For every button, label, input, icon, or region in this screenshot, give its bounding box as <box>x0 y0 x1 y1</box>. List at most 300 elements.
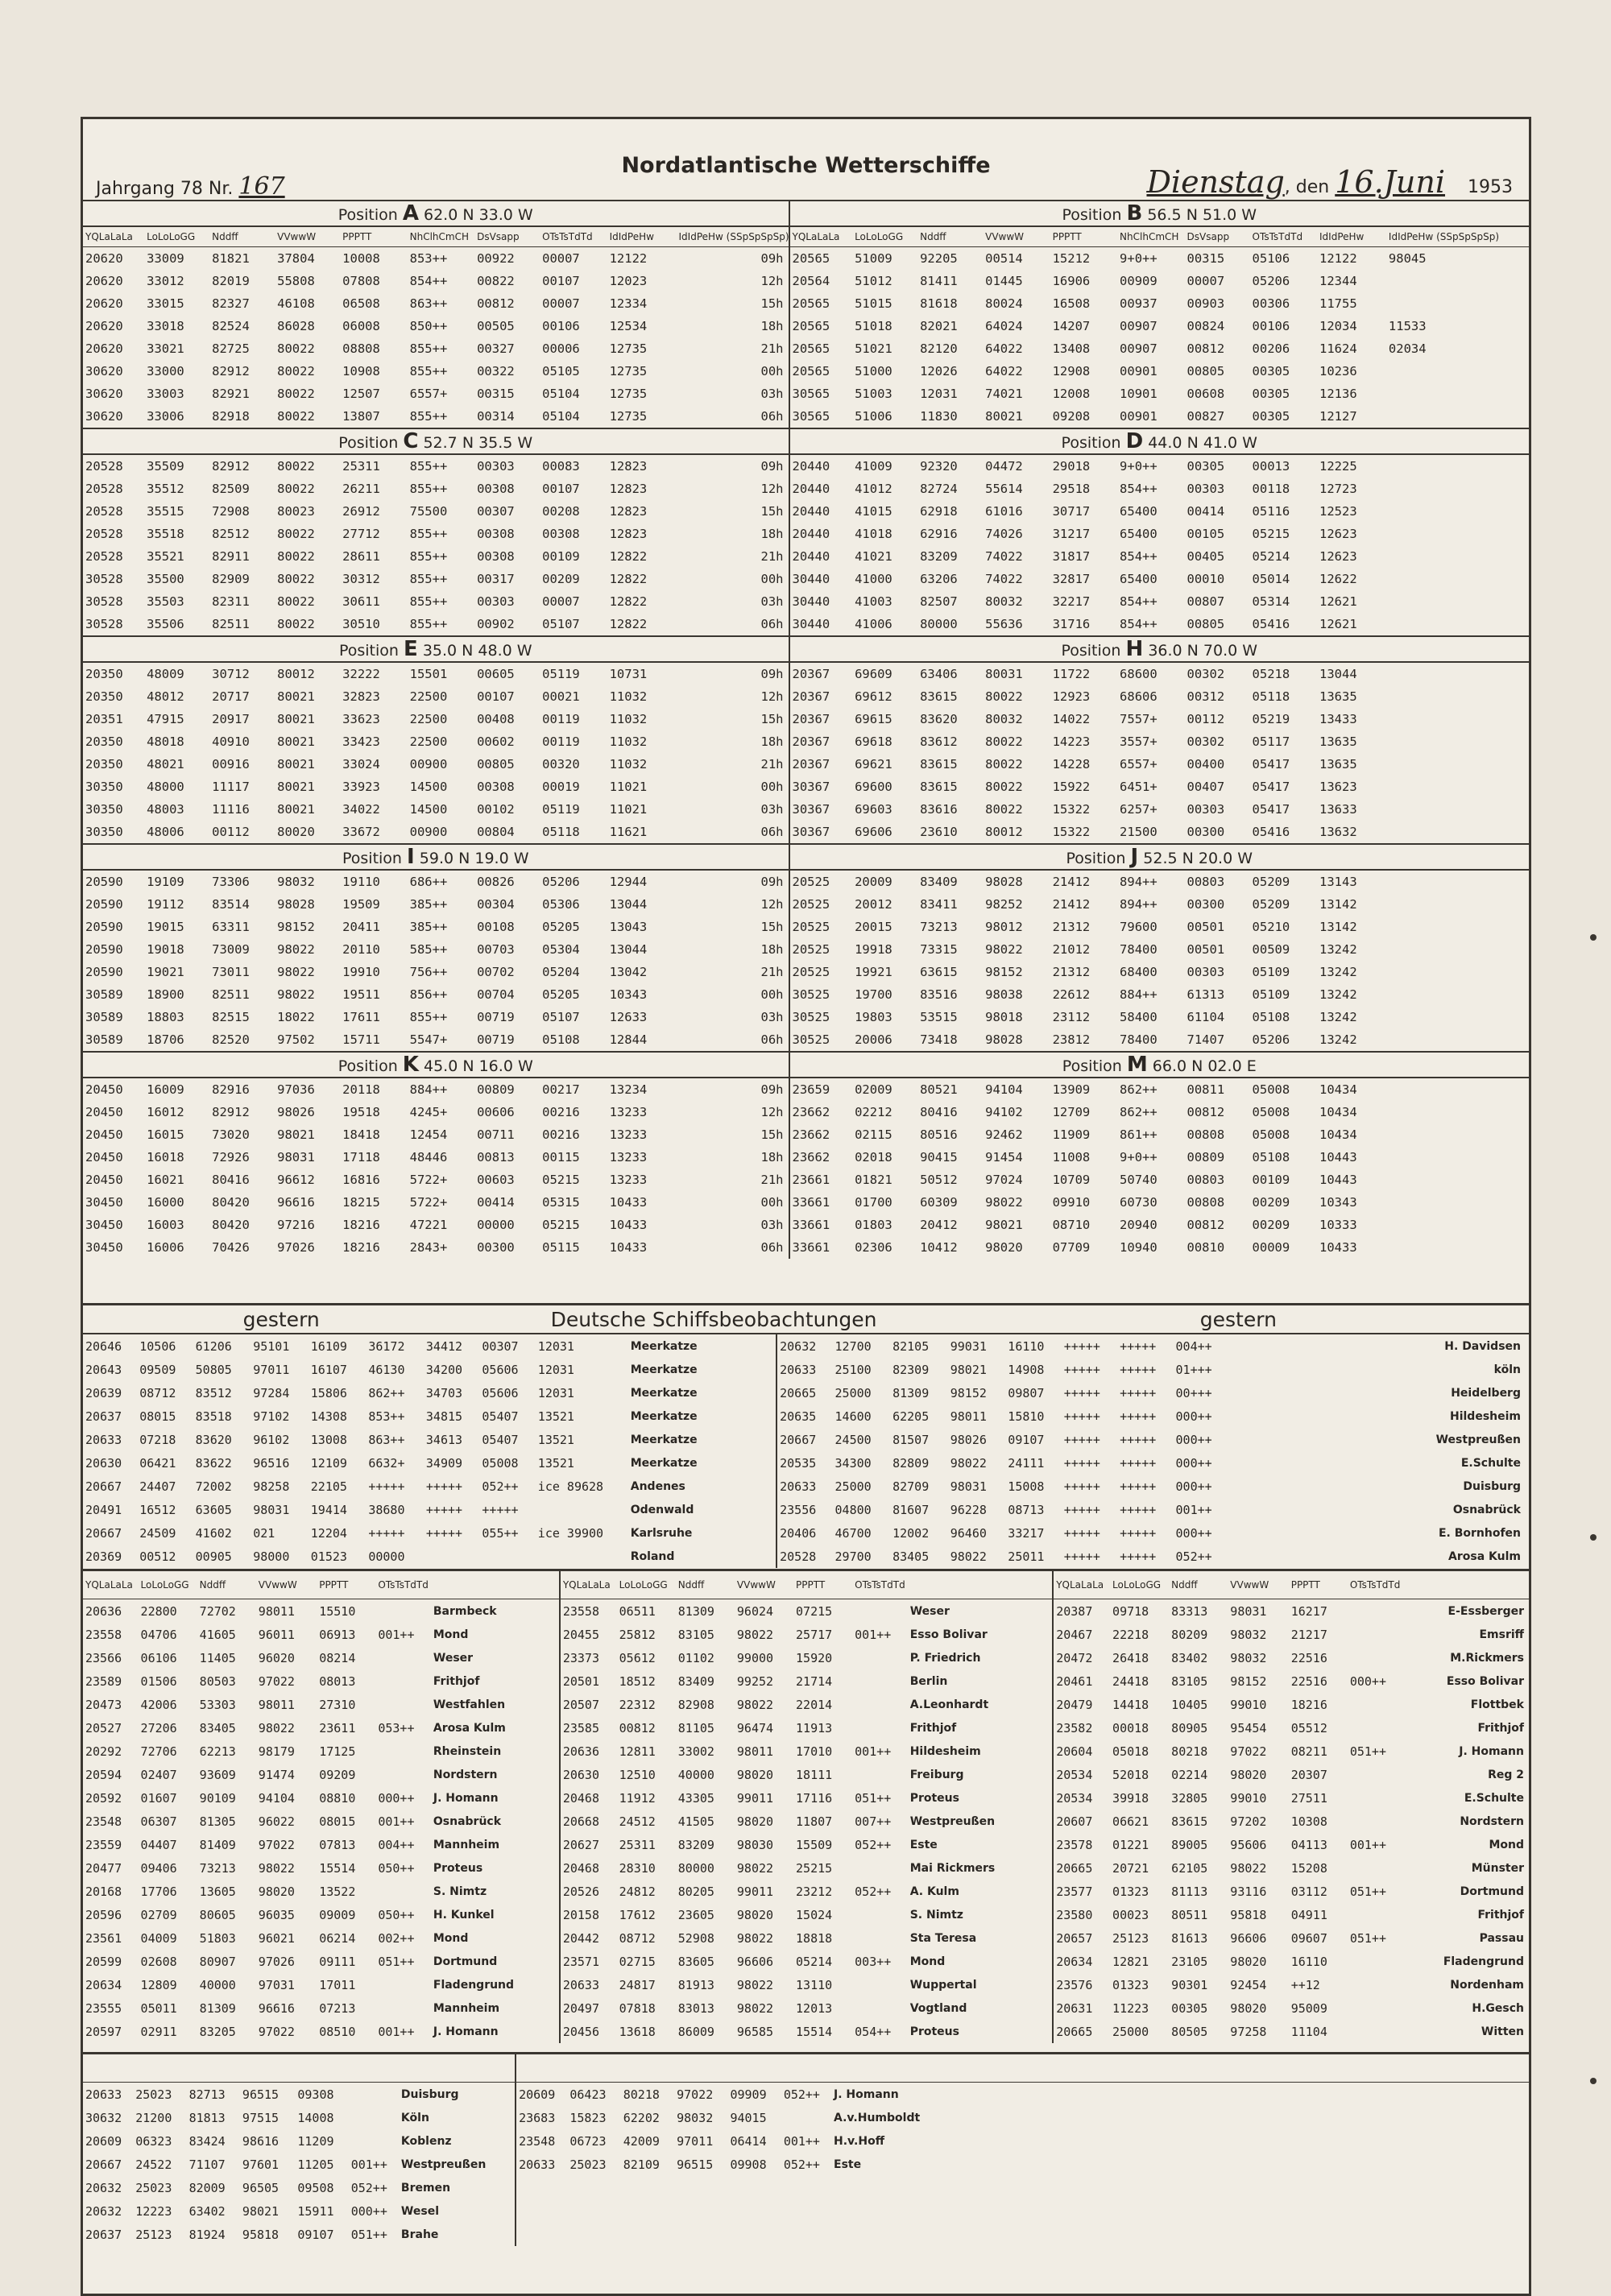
observation-value: 80605 <box>199 1907 236 1922</box>
observation-value: 11021 <box>609 802 648 817</box>
observation-value: 98022 <box>277 987 315 1002</box>
observation-time: 15h <box>760 920 784 934</box>
observation-value: 64024 <box>985 319 1023 333</box>
observation-value: 00900 <box>409 757 448 772</box>
observation-value: 98021 <box>242 2203 280 2219</box>
observation-value: 20527 <box>85 1720 122 1735</box>
observation-value: 20012 <box>855 897 892 912</box>
observation-value: 58400 <box>1120 1010 1158 1024</box>
observation-value: 80022 <box>277 387 315 401</box>
observation-value: 13635 <box>1319 757 1357 772</box>
report-value: 96228 <box>950 1502 987 1517</box>
observation-value: 9+0++ <box>1120 1150 1158 1165</box>
observation-value: 17011 <box>319 1977 356 1992</box>
observation-value: 853++ <box>409 251 448 266</box>
observation-time <box>1460 983 1529 1006</box>
position-letter: B <box>1126 201 1143 225</box>
observation-value: 12908 <box>1052 364 1091 379</box>
observation-value: 96020 <box>258 1650 295 1665</box>
observation-value: 00305 <box>1252 409 1290 424</box>
observation-value: 21200 <box>135 2110 172 2125</box>
observation-value: 97026 <box>258 1954 295 1969</box>
observation-value: 12811 <box>619 1744 656 1759</box>
observation-value: 00704 <box>477 987 515 1002</box>
observation-value: 51018 <box>855 319 892 333</box>
observation-value: 41000 <box>855 572 892 586</box>
observation-value: 12334 <box>609 296 648 311</box>
observation-value: 33021 <box>147 341 184 356</box>
observation-value: 12735 <box>609 409 648 424</box>
observation-value: 81813 <box>188 2110 226 2125</box>
observation-value: 23605 <box>677 1907 714 1922</box>
observation-value: 00206 <box>1252 341 1290 356</box>
observation-value: 04009 <box>140 1930 177 1946</box>
observation-value: 00106 <box>1252 319 1290 333</box>
observation-value: 00606 <box>477 1105 515 1119</box>
observation-row <box>83 1006 1529 1028</box>
observation-value: 15911 <box>297 2203 334 2219</box>
observation-value: 41003 <box>855 594 892 609</box>
observation-value: 48006 <box>147 825 184 839</box>
report-value: 000++ <box>1175 1455 1212 1471</box>
observation-time: 12h <box>760 1105 784 1119</box>
observation-value: 22516 <box>1290 1673 1327 1689</box>
observation-value: 051++ <box>350 2227 387 2242</box>
observation-time <box>1460 685 1529 708</box>
observation-value: 68600 <box>1120 667 1158 681</box>
column-header: VVwwW <box>256 1570 317 1599</box>
position-header-row <box>83 201 1529 226</box>
observation-value: 13233 <box>609 1150 648 1165</box>
observation-time: 00h <box>760 987 784 1002</box>
observation-value: 5722+ <box>409 1195 448 1210</box>
observation-value: 41015 <box>855 504 892 519</box>
observation-value: 81618 <box>920 296 958 311</box>
weather-ships-table <box>83 200 1529 1259</box>
observation-row <box>83 292 1529 315</box>
ship-observation-row <box>83 1856 1529 1880</box>
observation-value: 69606 <box>855 825 892 839</box>
observation-value: 00408 <box>477 712 515 726</box>
position-letter: D <box>1125 429 1144 453</box>
observation-value <box>1386 545 1460 568</box>
observation-value: 20412 <box>920 1218 958 1232</box>
observation-value: 90415 <box>920 1150 958 1165</box>
observation-value: 18818 <box>796 1930 833 1946</box>
report-value: ice 39900 <box>537 1525 604 1541</box>
column-header: YQLaLaLa <box>83 226 144 247</box>
observation-value: 05109 <box>1252 987 1290 1002</box>
ship-name: Meerkatze <box>630 1339 698 1353</box>
observation-value: 20461 <box>1053 1669 1110 1693</box>
observation-value: 11755 <box>1319 296 1357 311</box>
report-value: 12109 <box>310 1455 347 1471</box>
observation-time <box>1460 500 1529 523</box>
observation-value: 00810 <box>1187 1240 1225 1255</box>
observation-value <box>852 1669 908 1693</box>
ship-observation-row <box>83 2153 1529 2176</box>
observation-value: 98022 <box>277 965 315 979</box>
observation-value: 80218 <box>623 2087 660 2102</box>
observation-value: 37804 <box>277 251 315 266</box>
observation-value: 96606 <box>1230 1930 1267 1946</box>
ship-observation-row <box>83 2020 1529 2043</box>
observation-value: 98022 <box>277 942 315 957</box>
observation-value: 007++ <box>855 1814 892 1829</box>
observation-value <box>375 1763 431 1786</box>
observation-value <box>677 938 738 961</box>
observation-value: 12523 <box>1319 504 1357 519</box>
observation-value: 05209 <box>1252 897 1290 912</box>
observation-value: 63311 <box>212 920 250 934</box>
observation-row <box>83 685 1529 708</box>
observation-value: 23373 <box>560 1646 617 1669</box>
observation-value: 385++ <box>409 897 448 912</box>
observation-value: 05008 <box>1252 1127 1290 1142</box>
ship-name: Witten <box>1481 2025 1524 2038</box>
report-value: 29700 <box>834 1549 872 1564</box>
observation-value: 00813 <box>477 1150 515 1165</box>
position-label: Position <box>1062 1057 1122 1075</box>
observation-value <box>677 776 738 798</box>
observation-value: 82912 <box>212 1105 250 1119</box>
observation-value: 12622 <box>1319 572 1357 586</box>
observation-value: 00322 <box>477 364 515 379</box>
observation-value: 12822 <box>609 572 648 586</box>
observation-value: 82524 <box>212 319 250 333</box>
observation-value: 11008 <box>1052 1150 1091 1165</box>
column-header: PPPTT <box>793 1570 852 1599</box>
observation-value: 19803 <box>855 1010 892 1024</box>
observation-value <box>852 1903 908 1926</box>
observation-value: 5547+ <box>409 1032 448 1047</box>
observation-value: 30589 <box>85 1010 123 1024</box>
observation-time: 18h <box>760 734 784 749</box>
observation-value: 16021 <box>147 1173 184 1187</box>
observation-value: 001++ <box>350 2157 387 2172</box>
observation-value: 32805 <box>1171 1790 1208 1806</box>
observation-value: 80503 <box>199 1673 236 1689</box>
observation-value: 97022 <box>1230 1744 1267 1759</box>
observation-value: 00807 <box>1187 594 1225 609</box>
observation-value: 00602 <box>477 734 515 749</box>
observation-value: 83409 <box>920 875 958 889</box>
observation-value: 05116 <box>1252 504 1290 519</box>
observation-value: 13618 <box>619 2024 656 2039</box>
observation-value: 09107 <box>297 2227 334 2242</box>
observation-value: 00306 <box>1252 296 1290 311</box>
position-label: Position <box>1061 642 1121 660</box>
column-header: LoLoLoGG <box>617 1570 676 1599</box>
observation-row <box>83 983 1529 1006</box>
observation-value: 32222 <box>342 667 380 681</box>
observation-value <box>677 478 738 500</box>
position-label: Position <box>1061 434 1121 452</box>
observation-value: 20637 <box>85 2227 122 2242</box>
ship-name: Arosa Kulm <box>1448 1549 1521 1563</box>
observation-value: 20497 <box>560 1996 617 2020</box>
ship-name: Roland <box>630 1549 675 1563</box>
observation-value: 00812 <box>1187 341 1225 356</box>
report-value: 004++ <box>1175 1338 1212 1354</box>
report-value: 20491 <box>85 1502 122 1517</box>
observation-value: 27206 <box>140 1720 177 1735</box>
report-value: 38680 <box>368 1502 405 1517</box>
ship-name: Westpreußen <box>1435 1433 1521 1446</box>
observation-value: 00106 <box>542 319 580 333</box>
observation-value <box>1348 1950 1405 1973</box>
observation-value: 96515 <box>242 2087 280 2102</box>
observation-value: 00010 <box>1187 572 1225 586</box>
observation-value: 13044 <box>1319 667 1357 681</box>
observation-value: 00909 <box>1120 274 1158 288</box>
observation-value: 10434 <box>1319 1127 1357 1142</box>
observation-value: 12223 <box>135 2203 172 2219</box>
observation-value: 27310 <box>319 1697 356 1712</box>
observation-value: 06307 <box>140 1814 177 1829</box>
observation-value: 51021 <box>855 341 892 356</box>
observation-value: 16015 <box>147 1127 184 1142</box>
observation-value: 83313 <box>1171 1603 1208 1619</box>
observation-value: 05215 <box>542 1218 580 1232</box>
observation-row <box>83 613 1529 636</box>
report-value: 20633 <box>777 1358 832 1381</box>
observation-value: 00826 <box>477 875 515 889</box>
observation-value: 71107 <box>188 2157 226 2172</box>
observation-value: 82909 <box>212 572 250 586</box>
observation-value: 40000 <box>199 1977 236 1992</box>
observation-value: 00903 <box>1187 296 1225 311</box>
observation-value: 02911 <box>140 2024 177 2039</box>
observation-value: 32817 <box>1052 572 1091 586</box>
observation-value: 81821 <box>212 251 250 266</box>
observation-value: 20717 <box>212 689 250 704</box>
observation-value: 00308 <box>477 482 515 496</box>
observation-value: 16012 <box>147 1105 184 1119</box>
position-header-row <box>83 844 1529 870</box>
report-value: 08712 <box>139 1385 176 1400</box>
observation-value: 855++ <box>409 364 448 379</box>
observation-time: 00h <box>760 1195 784 1210</box>
observation-value: 12026 <box>920 364 958 379</box>
observation-value: 72908 <box>212 504 250 519</box>
observation-value <box>677 1146 738 1169</box>
observation-value: 20633 <box>560 1973 617 1996</box>
ship-name: Freiburg <box>909 1768 964 1781</box>
observation-value: 19921 <box>855 965 892 979</box>
ship-name: Meerkatze <box>630 1363 698 1376</box>
report-value: 14308 <box>310 1409 347 1424</box>
report-value: 052++ <box>482 1479 519 1494</box>
observation-value: 99010 <box>1230 1790 1267 1806</box>
observation-value <box>727 2176 781 2199</box>
report-value: 62205 <box>892 1409 930 1424</box>
report-value: 13008 <box>310 1432 347 1447</box>
observation-value: 72702 <box>199 1603 236 1619</box>
observation-value: 06621 <box>1112 1814 1149 1829</box>
observation-value: 75500 <box>409 504 448 519</box>
observation-value: 41505 <box>677 1814 714 1829</box>
observation-value: 28310 <box>619 1860 656 1876</box>
observation-value: 13233 <box>609 1127 648 1142</box>
observation-value: 00108 <box>477 920 515 934</box>
observation-value: 051++ <box>378 1954 415 1969</box>
observation-value <box>1386 405 1460 428</box>
observation-value: 20467 <box>1053 1623 1110 1646</box>
observation-value: 81105 <box>677 1720 714 1735</box>
column-header: YQLaLaLa <box>1053 1570 1110 1599</box>
observation-value: 40910 <box>212 734 250 749</box>
observation-value: 001++ <box>855 1744 892 1759</box>
column-header: IdIdPeHw (SSpSpSpSp) <box>677 226 789 247</box>
observation-value: 13623 <box>1319 780 1357 794</box>
observation-value: 80023 <box>277 504 315 519</box>
ship-name <box>831 2223 1529 2246</box>
observation-value <box>349 2083 399 2107</box>
observation-value: 33009 <box>147 251 184 266</box>
observation-value: 16006 <box>147 1240 184 1255</box>
observation-value: 98152 <box>985 965 1023 979</box>
ship-name: E. Bornhofen <box>1438 1526 1521 1540</box>
observation-value: 14500 <box>409 780 448 794</box>
report-value: 72002 <box>195 1479 232 1494</box>
observation-value: 96474 <box>736 1720 774 1735</box>
column-header: IdIdPeHw <box>1317 226 1386 247</box>
ship-name: Westpreußen <box>400 2157 487 2171</box>
observation-time <box>1460 916 1529 938</box>
report-value: 08713 <box>1008 1502 1045 1517</box>
ship-name: Emsriff <box>1479 1628 1524 1641</box>
observation-value: 00300 <box>1187 825 1225 839</box>
observation-value: 01803 <box>855 1218 892 1232</box>
observation-value: 855++ <box>409 617 448 631</box>
observation-row <box>83 821 1529 844</box>
observation-value: 05205 <box>542 920 580 934</box>
observation-value: 35512 <box>147 482 184 496</box>
observation-value: 83612 <box>920 734 958 749</box>
ship-name: H.v.Hoff <box>834 2134 885 2148</box>
observation-value: 30565 <box>789 383 853 405</box>
observation-value: 11912 <box>619 1790 656 1806</box>
ship-name: Osnabrück <box>1452 1503 1521 1516</box>
report-value: 20369 <box>85 1549 122 1564</box>
observation-time <box>1460 798 1529 821</box>
observation-value: 15922 <box>1052 780 1091 794</box>
report-value: 83622 <box>195 1455 232 1471</box>
observation-value: 20590 <box>85 965 123 979</box>
observation-value: 02009 <box>855 1082 892 1097</box>
observation-value: 19511 <box>342 987 380 1002</box>
observation-value: 00109 <box>1252 1173 1290 1187</box>
observation-row <box>83 753 1529 776</box>
report-value: +++++ <box>368 1525 405 1541</box>
observation-value: 20525 <box>789 938 853 961</box>
observation-value: 12013 <box>796 2000 833 2016</box>
observation-value: 80511 <box>1171 1907 1208 1922</box>
gestern-right-label: gestern <box>948 1305 1529 1334</box>
observation-value: 82918 <box>212 409 250 424</box>
observation-value: 82515 <box>212 1010 250 1024</box>
observation-value: 98030 <box>736 1837 774 1852</box>
observation-value: 33002 <box>677 1744 714 1759</box>
observation-value: 65400 <box>1120 504 1158 519</box>
observation-value: 585++ <box>409 942 448 957</box>
observation-value: 18418 <box>342 1127 380 1142</box>
observation-value: 82021 <box>920 319 958 333</box>
observation-value: 05214 <box>796 1954 833 1969</box>
observation-value: 6557+ <box>1120 757 1158 772</box>
observation-value: 20636 <box>560 1740 617 1763</box>
report-value: 33217 <box>1008 1525 1045 1541</box>
observation-value: 11624 <box>1319 341 1357 356</box>
observation-value: 81913 <box>677 1977 714 1992</box>
ship-report-row <box>83 1498 1529 1521</box>
ship-name: Westpreußen <box>909 1814 996 1828</box>
observation-value: 30350 <box>85 825 123 839</box>
observation-value: 884++ <box>1120 987 1158 1002</box>
observation-value: 94102 <box>985 1105 1023 1119</box>
observation-row <box>83 500 1529 523</box>
observation-value <box>375 1973 431 1996</box>
observation-value: 23558 <box>85 1627 122 1642</box>
observation-value: 64022 <box>985 341 1023 356</box>
observation-value: 52908 <box>677 1930 714 1946</box>
report-value: 97284 <box>253 1385 290 1400</box>
observation-value: 74022 <box>985 572 1023 586</box>
observation-value: 12809 <box>140 1977 177 1992</box>
observation-value: 20634 <box>85 1977 122 1992</box>
observation-value: 23548 <box>85 1814 122 1829</box>
observation-value: 10236 <box>1319 364 1357 379</box>
observation-value: 00407 <box>1187 780 1225 794</box>
observation-value <box>567 2199 620 2223</box>
observation-value: 47221 <box>409 1218 448 1232</box>
observation-value: 20442 <box>560 1926 617 1950</box>
observation-value: 11205 <box>297 2157 334 2172</box>
observation-value: 32823 <box>342 689 380 704</box>
observation-value <box>1348 1903 1405 1926</box>
ship-name: Duisburg <box>400 2087 459 2101</box>
report-value <box>479 1545 535 1568</box>
observation-time <box>1460 337 1529 360</box>
observation-value: 31716 <box>1052 617 1091 631</box>
position-letter: E <box>404 637 418 661</box>
observation-value: 48446 <box>409 1150 448 1165</box>
report-value: 34613 <box>425 1432 463 1447</box>
position-label: Position <box>338 206 398 224</box>
observation-value: 00009 <box>1252 1240 1290 1255</box>
report-value: 15810 <box>1008 1409 1045 1424</box>
observation-value: 15510 <box>319 1603 356 1619</box>
observation-value: 05206 <box>542 875 580 889</box>
observation-value <box>677 730 738 753</box>
observation-value: 13635 <box>1319 689 1357 704</box>
observation-value: 30525 <box>789 1028 853 1052</box>
report-value: 34815 <box>425 1409 463 1424</box>
observation-value <box>852 1599 908 1624</box>
observation-value: 20565 <box>789 337 853 360</box>
ship-observations-table <box>83 1569 1529 2043</box>
observation-value <box>677 753 738 776</box>
ship-name: Frithjof <box>433 1674 480 1688</box>
observation-value: 23610 <box>920 825 958 839</box>
ship-name: M.Rickmers <box>1450 1651 1524 1665</box>
observation-value: 06511 <box>619 1603 656 1619</box>
ship-name: köln <box>1493 1363 1521 1376</box>
observation-value: 98022 <box>985 1195 1023 1210</box>
report-value: 00307 <box>482 1338 519 1354</box>
observation-value: 23661 <box>789 1169 853 1191</box>
